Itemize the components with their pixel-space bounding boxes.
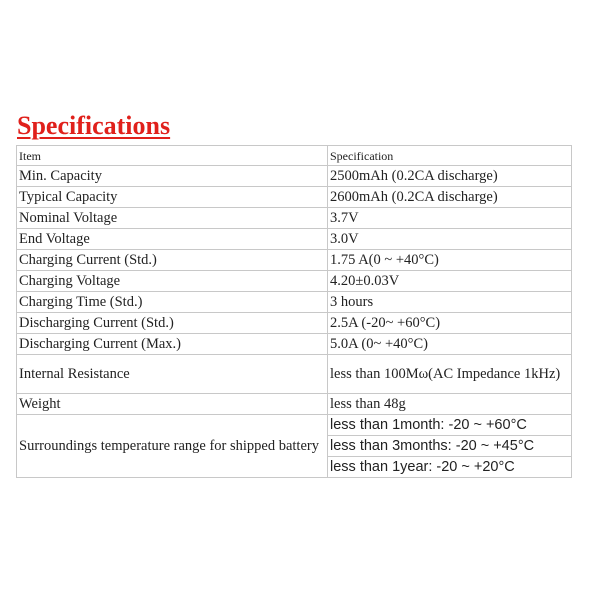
- row-value: less than 100Mω(AC Impedance 1kHz): [328, 355, 572, 394]
- row-label: Charging Current (Std.): [17, 250, 328, 271]
- table-row: [17, 229, 572, 250]
- row-label: End Voltage: [17, 229, 328, 250]
- storage-range-value: less than 1month: -20 ~ +60°C: [328, 415, 572, 436]
- row-label: Discharging Current (Std.): [17, 313, 328, 334]
- row-label: Weight: [17, 394, 328, 415]
- column-header-specification: Specification: [328, 146, 572, 166]
- storage-range-value: less than 3months: -20 ~ +45°C: [328, 436, 572, 457]
- row-value: 2.5A (-20~ +60°C): [328, 313, 572, 334]
- storage-range-value: less than 1year: -20 ~ +20°C: [328, 457, 572, 478]
- row-value: less than 48g: [328, 394, 572, 415]
- row-value: 2500mAh (0.2CA discharge): [328, 166, 572, 187]
- row-label: Typical Capacity: [17, 187, 328, 208]
- table-row: [17, 292, 572, 313]
- row-value: 4.20±0.03V: [328, 271, 572, 292]
- row-label: Internal Resistance: [17, 355, 328, 394]
- row-value: 2600mAh (0.2CA discharge): [328, 187, 572, 208]
- row-value: 5.0A (0~ +40°C): [328, 334, 572, 355]
- row-label: Min. Capacity: [17, 166, 328, 187]
- table-row: [17, 208, 572, 229]
- column-header-item: Item: [17, 146, 328, 166]
- row-label: Nominal Voltage: [17, 208, 328, 229]
- row-value: 3.7V: [328, 208, 572, 229]
- table-row: [17, 334, 572, 355]
- table-row: [17, 394, 572, 415]
- row-value: 3 hours: [328, 292, 572, 313]
- table-row: [17, 250, 572, 271]
- page-title: Specifications: [17, 111, 171, 140]
- row-value: 1.75 A(0 ~ +40°C): [328, 250, 572, 271]
- row-label: Surroundings temperature range for shipped battery: [17, 415, 328, 478]
- table-row: [17, 187, 572, 208]
- table-row: [17, 355, 572, 394]
- table-header-row: [17, 146, 572, 166]
- row-label: Charging Time (Std.): [17, 292, 328, 313]
- table-row: [17, 166, 572, 187]
- table-row-storage-temperature: [17, 415, 572, 436]
- specifications-table: [16, 145, 572, 478]
- row-label: Discharging Current (Max.): [17, 334, 328, 355]
- table-row: [17, 271, 572, 292]
- row-label: Charging Voltage: [17, 271, 328, 292]
- row-value: 3.0V: [328, 229, 572, 250]
- table-row: [17, 313, 572, 334]
